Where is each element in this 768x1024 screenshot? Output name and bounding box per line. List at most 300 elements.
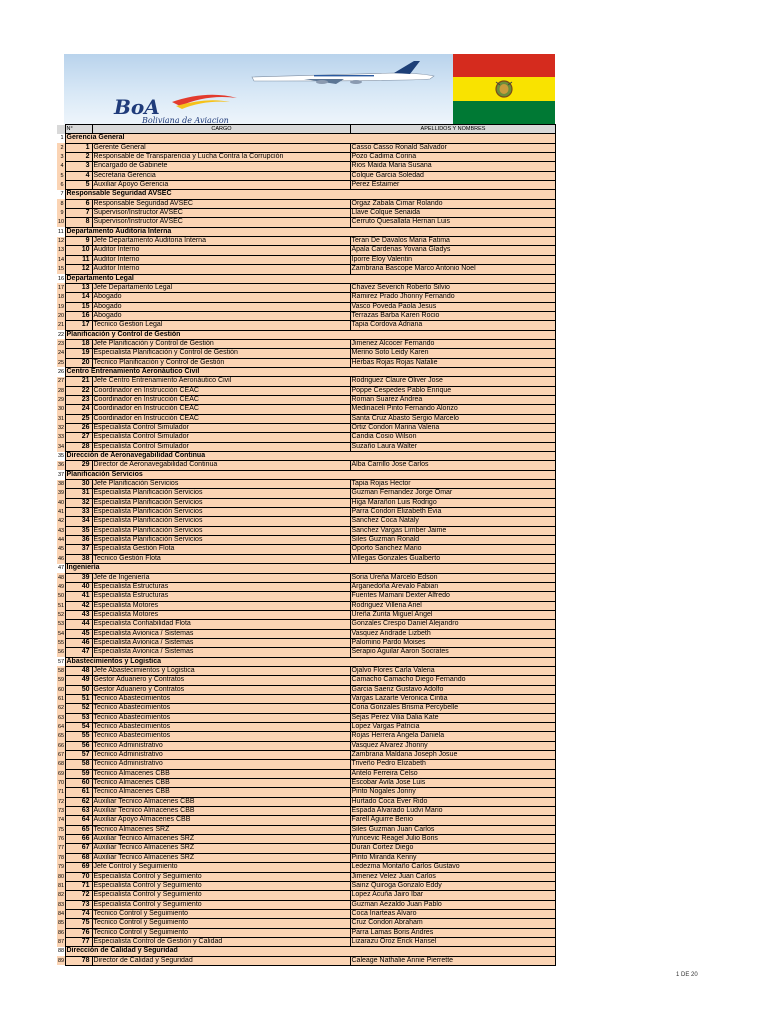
name-cell: Sanchez Coca Nataly xyxy=(350,517,555,526)
sky-banner-image xyxy=(64,54,453,124)
item-number: 62 xyxy=(65,797,92,806)
cargo-cell: Coordinador en Instrucción CEAC xyxy=(92,414,350,423)
item-number: 78 xyxy=(65,956,92,965)
row-number: 28 xyxy=(58,387,65,394)
row-number: 47 xyxy=(58,565,65,572)
cargo-cell: Tecnico Control y Seguimiento xyxy=(92,928,350,937)
row-number: 3 xyxy=(57,153,65,162)
cargo-cell: Tecnico Abastecimientos xyxy=(92,713,350,722)
cargo-cell: Especialista Control y Seguimiento xyxy=(92,900,350,909)
cargo-cell: Coordinador en Instrucción CEAC xyxy=(92,386,350,395)
row-number: 21 xyxy=(58,322,65,329)
coat-of-arms-icon xyxy=(493,78,515,98)
item-number: 20 xyxy=(65,358,92,367)
item-number: 28 xyxy=(65,442,92,451)
row-number: 76 xyxy=(58,836,65,843)
table-row xyxy=(57,872,555,881)
cargo-cell: Tecnico Administrativo xyxy=(92,741,350,750)
row-number: 2 xyxy=(57,143,65,152)
name-cell: Colque Garcia Soledad xyxy=(350,171,555,180)
cargo-cell: Auxiliar Tecnico Almacenes CBB xyxy=(92,807,350,816)
row-number: 25 xyxy=(58,359,65,366)
row-number: 64 xyxy=(58,724,65,730)
table-row xyxy=(57,685,555,694)
name-cell: Apala Cardenas Yovana Gladys xyxy=(350,246,555,255)
row-number: 15 xyxy=(58,266,65,273)
cargo-cell: Auditor Interno xyxy=(92,246,350,255)
table-row xyxy=(57,386,555,395)
section-row xyxy=(57,330,555,339)
cargo-cell: Especialista Control y Seguimiento xyxy=(92,872,350,881)
section-title: Departamento Auditoria Interna xyxy=(65,227,555,236)
table-row xyxy=(57,536,555,545)
item-number: 13 xyxy=(65,283,92,292)
row-number: 24 xyxy=(58,350,65,357)
row-number: 60 xyxy=(58,686,65,693)
table-row xyxy=(57,900,555,909)
cargo-cell: Gestor Aduanero y Contratos xyxy=(92,676,350,685)
cargo-cell: Abogado xyxy=(92,311,350,320)
name-cell: Rodriguez Villena Ariel xyxy=(350,601,555,610)
item-number: 72 xyxy=(65,891,92,900)
section-title: Responsable Seguridad AVSEC xyxy=(65,190,555,199)
table-row xyxy=(57,442,555,451)
cargo-cell: Jefe Abastecimientos y Logistica xyxy=(92,666,350,675)
name-cell: Garcia Saenz Gustavo Adolfo xyxy=(350,685,555,694)
row-number: 27 xyxy=(58,378,65,385)
item-number: 11 xyxy=(65,255,92,264)
table-row xyxy=(57,293,555,302)
item-number: 58 xyxy=(65,760,92,769)
header-name: APELLIDOS Y NOMBRES xyxy=(350,125,555,134)
table-row xyxy=(57,937,555,946)
row-number: 70 xyxy=(58,780,65,787)
item-number: 52 xyxy=(65,704,92,713)
name-cell: Cruz Condori Abraham xyxy=(350,919,555,928)
name-cell: Cerruto Quesallata Hernan Luis xyxy=(350,218,555,227)
cargo-cell: Responsable Seguridad AVSEC xyxy=(92,199,350,208)
cargo-cell: Tecnico Control y Seguimiento xyxy=(92,919,350,928)
table-row xyxy=(57,433,555,442)
row-number: 6 xyxy=(57,181,65,190)
row-number: 67 xyxy=(58,752,65,759)
row-number: 81 xyxy=(58,882,65,889)
table-row xyxy=(57,891,555,900)
name-cell: Parra Lamas Boris Andres xyxy=(350,928,555,937)
item-number: 76 xyxy=(65,928,92,937)
cargo-cell: Abogado xyxy=(92,302,350,311)
table-row xyxy=(57,825,555,834)
table-row xyxy=(57,480,555,489)
item-number: 63 xyxy=(65,807,92,816)
cargo-cell: Especialista Avionica / Sistemas xyxy=(92,629,350,638)
section-title: Planificación Servicios xyxy=(65,470,555,479)
item-number: 35 xyxy=(65,526,92,535)
table-row xyxy=(57,545,555,554)
row-number: 5 xyxy=(57,171,65,180)
document-sheet xyxy=(57,54,555,966)
item-number: 56 xyxy=(65,741,92,750)
row-number: 51 xyxy=(58,602,65,609)
table-row xyxy=(57,311,555,320)
table-row xyxy=(57,610,555,619)
name-cell: Oporto Sanchez Mario xyxy=(350,545,555,554)
svg-text:BoA: BoA xyxy=(114,95,160,119)
table-row xyxy=(57,283,555,292)
cargo-cell: Tecnico Administrativo xyxy=(92,751,350,760)
table-row xyxy=(57,629,555,638)
row-number: 13 xyxy=(58,247,65,254)
item-number: 29 xyxy=(65,461,92,470)
table-row xyxy=(57,779,555,788)
name-cell: Palomino Pardo Moises xyxy=(350,638,555,647)
item-number: 36 xyxy=(65,536,92,545)
row-number: 55 xyxy=(58,639,65,646)
cargo-cell: Tecnico Abastecimientos xyxy=(92,723,350,732)
table-row xyxy=(57,919,555,928)
table-row xyxy=(57,498,555,507)
table-row xyxy=(57,265,555,274)
name-cell: Ortiz Condori Marina Valeria xyxy=(350,424,555,433)
row-number: 1 xyxy=(57,134,65,143)
cargo-cell: Especialista Planificación Servicios xyxy=(92,526,350,535)
name-cell: Higa Marañon Luis Rodrigo xyxy=(350,498,555,507)
item-number: 26 xyxy=(65,424,92,433)
name-cell: Siles Guzman Juan Carlos xyxy=(350,825,555,834)
table-row xyxy=(57,321,555,330)
row-number: 19 xyxy=(58,303,65,310)
row-number: 32 xyxy=(58,425,65,431)
name-cell: Pozo Cadima Corina xyxy=(350,153,555,162)
item-number: 55 xyxy=(65,732,92,741)
row-number: 7 xyxy=(57,190,65,199)
table-row xyxy=(57,162,555,171)
row-number: 4 xyxy=(57,162,65,171)
item-number: 41 xyxy=(65,592,92,601)
cargo-cell: Tecnico Almacenes CBB xyxy=(92,769,350,778)
name-cell: Farell Aguirre Benio xyxy=(350,816,555,825)
cargo-cell: Jefe Departamento Auditoria Interna xyxy=(92,237,350,246)
row-number: 48 xyxy=(58,574,65,581)
name-cell: Espada Alvarado Ludvi Mario xyxy=(350,807,555,816)
item-number: 15 xyxy=(65,302,92,311)
table-row xyxy=(57,928,555,937)
section-title: Planificación y Control de Gestión xyxy=(65,330,555,339)
table-row xyxy=(57,573,555,582)
table-row xyxy=(57,209,555,218)
row-number: 37 xyxy=(58,471,65,478)
item-number: 48 xyxy=(65,666,92,675)
section-row xyxy=(57,564,555,573)
item-number: 73 xyxy=(65,900,92,909)
table-row xyxy=(57,956,555,965)
item-number: 42 xyxy=(65,601,92,610)
row-number: 85 xyxy=(58,920,65,927)
airplane-icon xyxy=(244,58,453,88)
row-number: 14 xyxy=(58,256,65,263)
cargo-cell: Auditor Interno xyxy=(92,265,350,274)
table-row xyxy=(57,517,555,526)
name-cell: Lopez Acuña Jairo Ibar xyxy=(350,891,555,900)
table-row xyxy=(57,797,555,806)
cargo-cell: Especialista Avionica / Sistemas xyxy=(92,638,350,647)
item-number: 64 xyxy=(65,816,92,825)
cargo-cell: Especialista Control y Seguimiento xyxy=(92,891,350,900)
row-number: 16 xyxy=(58,275,65,282)
row-number: 75 xyxy=(58,826,65,833)
item-number: 4 xyxy=(65,171,92,180)
table-row xyxy=(57,339,555,348)
cargo-cell: Especialista Motores xyxy=(92,601,350,610)
cargo-cell: Auxiliar Tecnico Almacenes SRZ xyxy=(92,853,350,862)
item-number: 47 xyxy=(65,648,92,657)
item-number: 33 xyxy=(65,508,92,517)
table-row xyxy=(57,863,555,872)
cargo-cell: Tecnico Almacenes CBB xyxy=(92,788,350,797)
cargo-cell: Jefe de Ingeniería xyxy=(92,573,350,582)
table-row xyxy=(57,620,555,629)
row-number: 10 xyxy=(58,219,65,226)
table-row xyxy=(57,171,555,180)
section-row xyxy=(57,470,555,479)
name-cell: Chavez Severich Roberto Silvio xyxy=(350,283,555,292)
row-number: 33 xyxy=(58,434,65,441)
item-number: 45 xyxy=(65,629,92,638)
item-number: 60 xyxy=(65,779,92,788)
cargo-cell: Tecnico Gestion Legal xyxy=(92,321,350,330)
table-row xyxy=(57,648,555,657)
row-number: 73 xyxy=(58,808,65,815)
table-header-row xyxy=(57,125,555,134)
cargo-cell: Especialista Control y Seguimiento xyxy=(92,881,350,890)
cargo-cell: Especialista Control Simulador xyxy=(92,433,350,442)
cargo-cell: Especialista Control Simulador xyxy=(92,442,350,451)
row-number: 11 xyxy=(58,228,64,235)
table-row xyxy=(57,414,555,423)
row-number: 68 xyxy=(58,761,65,768)
item-number: 49 xyxy=(65,676,92,685)
item-number: 44 xyxy=(65,620,92,629)
name-cell: Villegas Gonzales Gualberto xyxy=(350,554,555,563)
cargo-cell: Director de Aeronavegabilidad Continua xyxy=(92,461,350,470)
row-number: 30 xyxy=(58,406,65,413)
section-row xyxy=(57,947,555,956)
name-cell: Parra Condori Elizabeth Evia xyxy=(350,508,555,517)
item-number: 30 xyxy=(65,480,92,489)
item-number: 10 xyxy=(65,246,92,255)
row-number: 38 xyxy=(58,481,65,488)
item-number: 5 xyxy=(65,181,92,190)
cargo-cell: Especialista Planificación Servicios xyxy=(92,508,350,517)
row-number: 18 xyxy=(58,294,65,301)
section-title: Gerencia General xyxy=(65,134,555,143)
cargo-cell: Gestor Aduanero y Contratos xyxy=(92,685,350,694)
cargo-cell: Abogado xyxy=(92,293,350,302)
name-cell: Triveño Pedro Elizabeth xyxy=(350,760,555,769)
row-number: 26 xyxy=(58,368,65,375)
table-row xyxy=(57,143,555,152)
table-row xyxy=(57,302,555,311)
cargo-cell: Jefe Control y Seguimiento xyxy=(92,863,350,872)
cargo-cell: Especialista Planificación y Control de Gestión xyxy=(92,349,350,358)
item-number: 1 xyxy=(65,143,92,152)
table-row xyxy=(57,853,555,862)
cargo-cell: Tecnico Abastecimientos xyxy=(92,732,350,741)
name-cell: Ojalvo Flores Carla Valeria xyxy=(350,666,555,675)
name-cell: Rios Maida Maria Susana xyxy=(350,162,555,171)
cargo-cell: Especialista Control Simulador xyxy=(92,424,350,433)
cargo-cell: Especialista Control de Gestión y Calidad xyxy=(92,937,350,946)
row-number: 39 xyxy=(58,490,65,497)
table-row xyxy=(57,713,555,722)
cargo-cell: Jefe Planificación Servicios xyxy=(92,480,350,489)
name-cell: Herbas Rojas Rojas Natalie xyxy=(350,358,555,367)
name-cell: Antelo Ferreira Celso xyxy=(350,769,555,778)
item-number: 7 xyxy=(65,209,92,218)
row-number: 74 xyxy=(58,817,65,824)
row-number: 12 xyxy=(58,238,65,245)
item-number: 27 xyxy=(65,433,92,442)
row-number: 52 xyxy=(58,611,65,618)
row-number: 22 xyxy=(58,331,65,338)
row-number: 34 xyxy=(58,443,65,450)
row-number: 35 xyxy=(58,453,65,460)
row-number: 53 xyxy=(58,621,65,628)
table-row xyxy=(57,741,555,750)
item-number: 2 xyxy=(65,153,92,162)
item-number: 70 xyxy=(65,872,92,881)
name-cell: Perez Estaimer xyxy=(350,181,555,190)
name-cell: Medinaceli Pinto Fernando Alonzo xyxy=(350,405,555,414)
row-number: 8 xyxy=(57,199,65,208)
row-number: 63 xyxy=(58,714,65,721)
row-number: 71 xyxy=(58,789,65,796)
item-number: 3 xyxy=(65,162,92,171)
name-cell: Zambrana Bascope Marco Antonio Noel xyxy=(350,265,555,274)
name-cell: Rojas Herrera Angela Daniela xyxy=(350,732,555,741)
header-cargo: CARGO xyxy=(92,125,350,134)
item-number: 50 xyxy=(65,685,92,694)
name-cell: Caleage Nathalie Annie Pierrette xyxy=(350,956,555,965)
item-number: 8 xyxy=(65,218,92,227)
cargo-cell: Especialista Motores xyxy=(92,610,350,619)
svg-text:Boliviana de Aviacion: Boliviana de Aviacion xyxy=(142,116,229,124)
row-number: 65 xyxy=(58,733,65,740)
name-cell: Poppe Cespedes Pablo Enrique xyxy=(350,386,555,395)
section-title: Dirección de Aeronavegabilidad Continua xyxy=(65,452,555,461)
item-number: 37 xyxy=(65,545,92,554)
table-row xyxy=(57,694,555,703)
name-cell: Iporre Eloy Valentin xyxy=(350,255,555,264)
item-number: 59 xyxy=(65,769,92,778)
cargo-cell: Especialista Confiabilidad Flota xyxy=(92,620,350,629)
item-number: 75 xyxy=(65,919,92,928)
name-cell: Camacho Camacho Diego Fernando xyxy=(350,676,555,685)
name-cell: Merino Soto Leidy Karen xyxy=(350,349,555,358)
section-row xyxy=(57,134,555,143)
table-row xyxy=(57,723,555,732)
name-cell: Hurtado Coca Ever Rido xyxy=(350,797,555,806)
name-cell: Zambrana Maldana Joseph Josue xyxy=(350,751,555,760)
name-cell: Sainz Quiroga Gonzalo Eddy xyxy=(350,881,555,890)
cargo-cell: Secretaria Gerencia xyxy=(92,171,350,180)
item-number: 6 xyxy=(65,199,92,208)
row-number: 43 xyxy=(58,527,65,534)
row-number: 80 xyxy=(58,873,65,880)
table-row xyxy=(57,181,555,190)
table-row xyxy=(57,844,555,853)
name-cell: Sanchez Vargas Limber Jaime xyxy=(350,526,555,535)
item-number: 67 xyxy=(65,844,92,853)
row-number: 23 xyxy=(58,340,65,347)
name-cell: Vasquez Alvarez Jhonny xyxy=(350,741,555,750)
item-number: 66 xyxy=(65,835,92,844)
item-number: 57 xyxy=(65,751,92,760)
cargo-cell: Especialista Planificación Servicios xyxy=(92,536,350,545)
name-cell: Lizarazu Oroz Erick Hansel xyxy=(350,937,555,946)
name-cell: Tapia Cordova Adriana xyxy=(350,321,555,330)
cargo-cell: Especialista Planificación Servicios xyxy=(92,498,350,507)
cargo-cell: Tecnico Planificación y Control de Gestión xyxy=(92,358,350,367)
row-number: 20 xyxy=(58,312,65,319)
table-row xyxy=(57,816,555,825)
cargo-cell: Especialista Planificación Servicios xyxy=(92,517,350,526)
name-cell: Gonzales Crespo Daniel Alejandro xyxy=(350,620,555,629)
table-row xyxy=(57,751,555,760)
item-number: 17 xyxy=(65,321,92,330)
row-number: 29 xyxy=(58,396,65,403)
cargo-cell: Jefe Centro Entrenamiento Aeronáutico Civil xyxy=(92,377,350,386)
name-cell: Guzman Fernandez Jorge Omar xyxy=(350,489,555,498)
row-number: 87 xyxy=(58,938,65,945)
row-number: 50 xyxy=(58,593,65,600)
cargo-cell: Especialista Planificación Servicios xyxy=(92,489,350,498)
section-title: Ingeniería xyxy=(65,564,555,573)
section-row xyxy=(57,367,555,376)
name-cell: Terrazas Barba Karen Rocio xyxy=(350,311,555,320)
row-number: 40 xyxy=(58,499,65,506)
cargo-cell: Auxiliar Apoyo Almacenes CBB xyxy=(92,816,350,825)
table-row xyxy=(57,666,555,675)
item-number: 25 xyxy=(65,414,92,423)
cargo-cell: Tecnico Abastecimientos xyxy=(92,704,350,713)
cargo-cell: Especialista Avionica / Sistemas xyxy=(92,648,350,657)
item-number: 16 xyxy=(65,311,92,320)
cargo-cell: Tecnico Gestión Flota xyxy=(92,554,350,563)
row-number: 57 xyxy=(58,658,65,665)
table-row xyxy=(57,788,555,797)
section-row xyxy=(57,227,555,236)
name-cell: Coria Gonzales Brisma Percybelle xyxy=(350,704,555,713)
item-number: 54 xyxy=(65,723,92,732)
item-number: 18 xyxy=(65,339,92,348)
name-cell: Coca Iriarteas Alvaro xyxy=(350,909,555,918)
cargo-cell: Supervisor/Instructor AVSEC xyxy=(92,218,350,227)
table-row xyxy=(57,489,555,498)
section-title: Centro Entrenamiento Aeronáutico Civil xyxy=(65,367,555,376)
name-cell: Escobar Avila Jose Luis xyxy=(350,779,555,788)
cargo-cell: Gerente General xyxy=(92,143,350,152)
table-row xyxy=(57,807,555,816)
table-row xyxy=(57,358,555,367)
name-cell: Soria Ureña Marcelo Edson xyxy=(350,573,555,582)
cargo-cell: Especialista Gestión Flota xyxy=(92,545,350,554)
item-number: 53 xyxy=(65,713,92,722)
name-cell: Yuricevic Reagel Julio Boris xyxy=(350,835,555,844)
cargo-cell: Tecnico Administrativo xyxy=(92,760,350,769)
name-cell: Vasco Poveda Paola Jesus xyxy=(350,302,555,311)
item-number: 51 xyxy=(65,694,92,703)
